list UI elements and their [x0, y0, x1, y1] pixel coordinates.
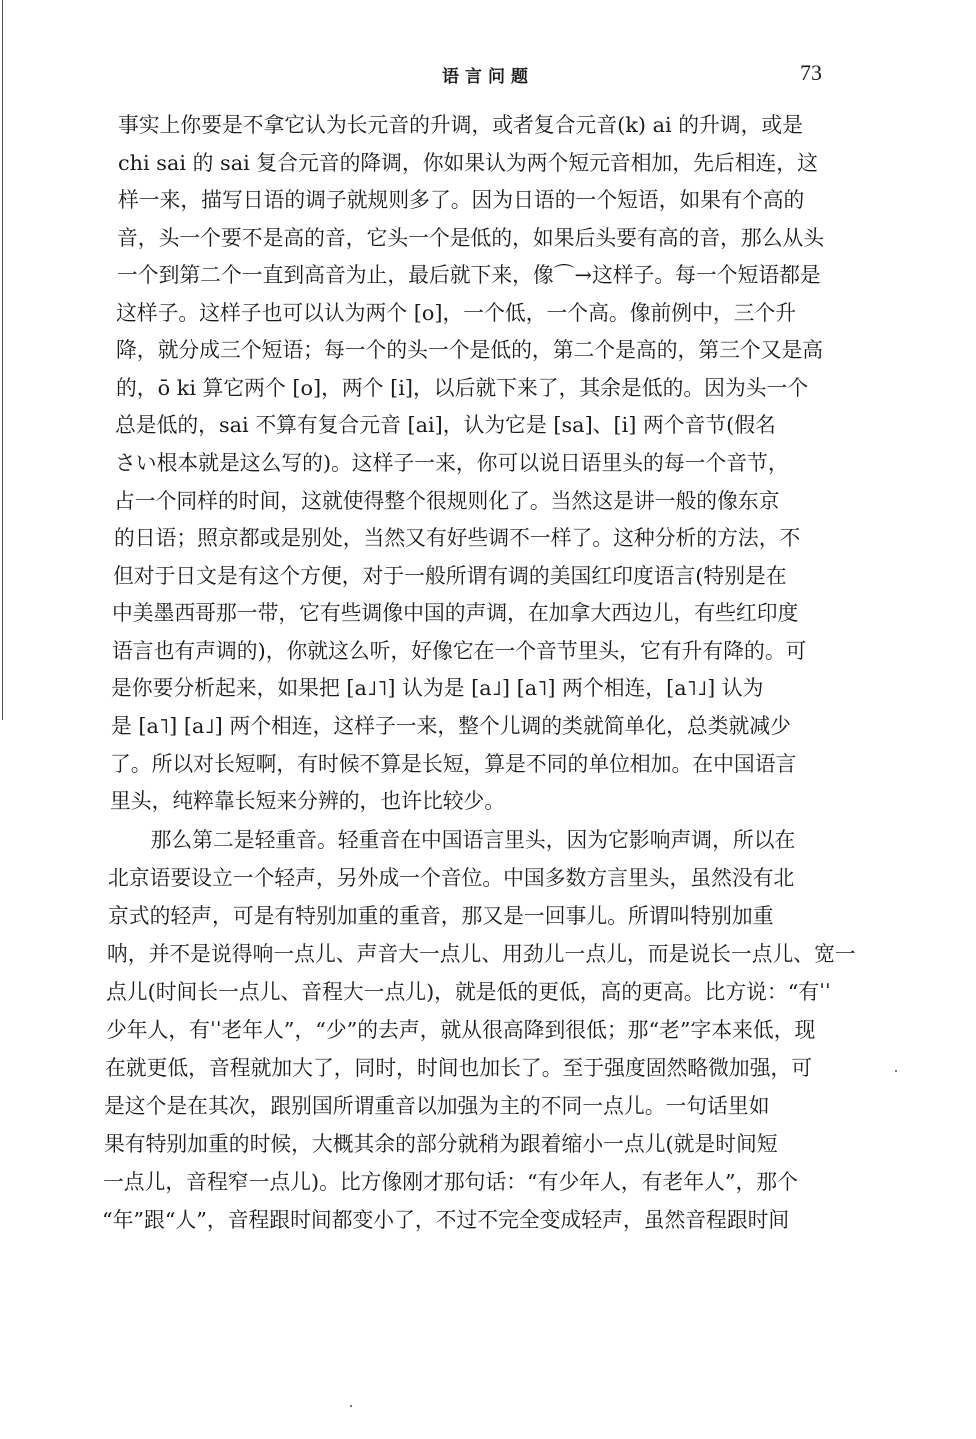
text-line: 点儿(时间长一点儿、音程大一点儿)，就是低的更低，高的更高。比方说：“有ˈˈ — [106, 980, 831, 1004]
text-line: 的日语；照京都或是别处，当然又有好些调不一样了。这种分析的方法，不 — [114, 526, 801, 550]
text-line: 样一来，描写日语的调子就规则多了。因为日语的一个短语，如果有个高的 — [118, 188, 805, 212]
running-title: 语言问题 — [442, 67, 534, 87]
page-header — [0, 58, 976, 88]
text-line: 音，头一个要不是高的音，它头一个是低的，如果后头要有高的音，那么从头 — [117, 226, 825, 250]
scan-speck — [895, 1070, 897, 1072]
text-line: 少年人，有ˈˈ老年人”，“少”的去声，就从很高降到很低；那“老”字本来低，现 — [106, 1018, 816, 1042]
text-line: 北京语要设立一个轻声，另外成一个音位。中国多数方言里头，虽然没有北 — [108, 866, 795, 890]
text-line: さい根本就是这么写的)。这样子一来，你可以说日语里头的每一个音节， — [115, 451, 789, 475]
text-line: 果有特别加重的时候，大概其余的部分就稍为跟着缩小一点儿(就是时间短 — [104, 1132, 778, 1156]
text-line: 占一个同样的时间，这就使得整个很规则化了。当然这是讲一般的像东京 — [114, 489, 780, 513]
text-line: chi sai 的 sai 复合元音的降调，你如果认为两个短元音相加，先后相连，这 — [118, 151, 818, 175]
text-line: 那么第二是轻重音。轻重音在中国语言里头，因为它影响声调，所以在 — [109, 828, 796, 852]
text-line: 的，ō ki 算它两个 [o]，两个 [i]，以后就下来了，其余是低的。因为头一个 — [116, 376, 809, 400]
page-number: 73 — [800, 60, 822, 85]
text-line: 这样子。这样子也可以认为两个 [o]，一个低，一个高。像前例中，三个升 — [116, 301, 797, 325]
text-line: 但对于日文是有这个方便，对于一般所谓有调的美国红印度语言(特别是在 — [113, 564, 787, 588]
text-line: 是 [a˥] [a˩] 两个相连，这样子一来，整个儿调的类就简单化，总类就减少 — [111, 714, 791, 738]
text-line: 在就更低，音程就加大了，同时，时间也加长了。至于强度固然略微加强，可 — [105, 1056, 813, 1080]
text-line: 降，就分成三个短语；每一个的头一个是低的，第二个是高的，第三个又是高 — [116, 338, 824, 362]
text-line: 语言也有声调的)，你就这么听，好像它在一个音节里头，它有升有降的。可 — [112, 639, 807, 663]
text-line: 中美墨西哥那一带，它有些调像中国的声调，在加拿大西边儿，有些红印度 — [112, 601, 799, 625]
text-line: 一点儿，音程窄一点儿)。比方像刚才那句话：“有少年人，有老年人”，那个 — [103, 1170, 798, 1194]
text-line: 里头，纯粹靠长短来分辨的，也许比较少。 — [110, 789, 506, 813]
text-line: 一个到第二个一直到高音为止，最后就下来，像⌒→这样子。每一个短语都是 — [117, 263, 821, 287]
text-line: 是这个是在其次，跟别国所谓重音以加强为主的不同一点儿。一句话里如 — [104, 1094, 770, 1118]
scan-speck — [350, 1405, 352, 1407]
text-line: 了。所以对长短啊，有时候不算是长短，算是不同的单位相加。在中国语言 — [110, 752, 797, 776]
text-line: 京式的轻声，可是有特别加重的重音，那又是一回事儿。所谓叫特别加重 — [108, 904, 774, 928]
scan-edge-line — [2, 0, 3, 720]
text-line: 总是低的，sai 不算有复合元音 [ai]，认为它是 [sa]、[i] 两个音节(假名 — [115, 413, 776, 437]
text-line: 是你要分析起来，如果把 [a˩˥] 认为是 [a˩] [a˥] 两个相连，[a˥˩] 认为 — [111, 676, 764, 700]
text-line: 呐，并不是说得响一点儿、声音大一点儿、用劲儿一点儿，而是说长一点儿、宽一 — [107, 942, 856, 966]
text-line: “年”跟“人”，音程跟时间都变小了，不过不完全变成轻声，虽然音程跟时间 — [102, 1208, 790, 1232]
text-line: 事实上你要是不拿它认为长元音的升调，或者复合元音(k) ai 的升调，或是 — [118, 113, 804, 137]
